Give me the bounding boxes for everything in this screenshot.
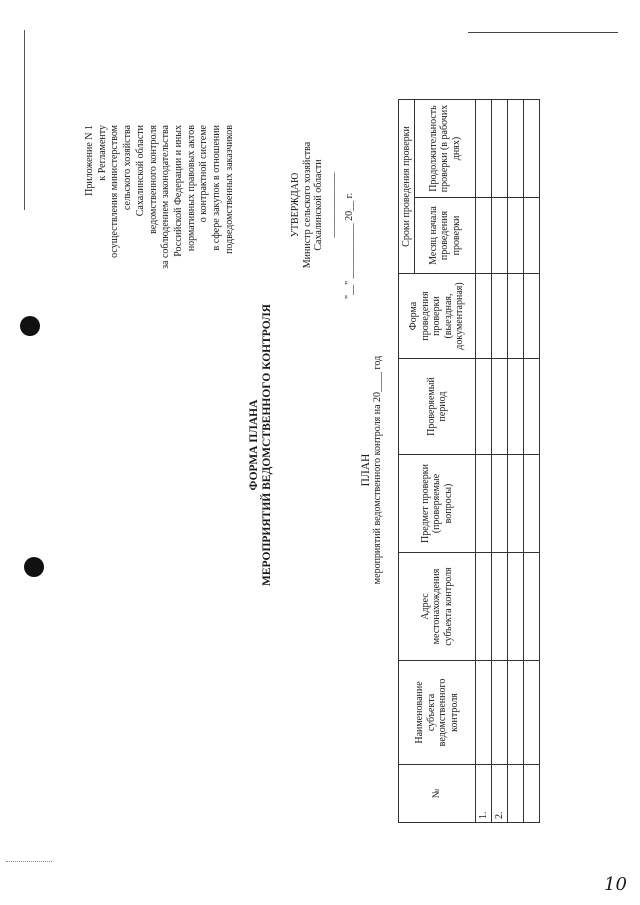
appendix-line: Сахалинской области — [134, 125, 146, 217]
header-inspection-subject: Предмет проверки (проверяемые вопросы) — [399, 455, 476, 553]
appendix-line: Приложение N 1 — [84, 125, 95, 196]
table-cell — [508, 553, 524, 661]
appendix-line: о контрактной системе — [198, 125, 210, 223]
table-cell — [476, 274, 492, 359]
appendix-line: за соблюдением законодательства — [160, 125, 172, 269]
approval-region: Сахалинской области — [313, 159, 324, 251]
plan-title — [360, 210, 384, 730]
table-cell — [524, 99, 540, 197]
table-cell — [524, 661, 540, 765]
table-cell — [476, 661, 492, 765]
table-cell — [508, 99, 524, 197]
table-cell — [492, 274, 508, 359]
table-cell — [476, 553, 492, 661]
header-duration: Продолжительность проверки (в рабочих днях) — [415, 99, 476, 197]
table-row — [492, 99, 508, 822]
table-cell — [524, 359, 540, 455]
table-cell — [492, 359, 508, 455]
table-cell — [508, 274, 524, 359]
appendix-line: Российской Федерации и иных — [172, 125, 184, 257]
header-period: Проверяемый период — [399, 359, 476, 455]
approval-block — [290, 95, 356, 315]
appendix-line: ведомственного контроля — [147, 125, 159, 234]
table-cell — [524, 765, 540, 823]
table-cell — [492, 198, 508, 274]
table-cell — [476, 99, 492, 197]
plan-table — [398, 99, 540, 823]
row-number: 1. — [476, 765, 492, 823]
approval-heading: УТВЕРЖДАЮ — [290, 172, 301, 238]
header-subject-name: Наименование субъекта ведомственного контроля — [399, 661, 476, 765]
plan-subtitle: мероприятий ведомственного контроля на 20____ год — [372, 355, 383, 585]
table-cell — [476, 455, 492, 553]
table-cell — [492, 661, 508, 765]
form-title-line-2: МЕРОПРИЯТИЙ ВЕДОМСТВЕННОГО КОНТРОЛЯ — [261, 304, 273, 586]
row-number: 2. — [492, 765, 508, 823]
appendix-line: сельского хозяйства — [122, 125, 134, 211]
appendix-line: в сфере закупок в отношении — [211, 125, 223, 251]
table-cell — [492, 99, 508, 197]
table-cell — [508, 765, 524, 823]
table-row — [508, 99, 524, 822]
appendix-line: осуществления министерством — [109, 125, 121, 258]
table-cell — [508, 198, 524, 274]
table-cell — [508, 661, 524, 765]
table-cell — [476, 198, 492, 274]
table-cell — [492, 455, 508, 553]
table-row — [476, 99, 492, 822]
table-cell — [524, 198, 540, 274]
appendix-note — [84, 125, 236, 269]
table-cell — [492, 553, 508, 661]
appendix-line: нормативных правовых актов — [185, 125, 197, 252]
table-cell — [524, 274, 540, 359]
approval-date-line: "__" ___________ 20__ г. — [344, 192, 355, 299]
table-cell — [508, 359, 524, 455]
header-number: № — [399, 765, 476, 823]
form-title — [248, 250, 274, 640]
header-form: Форма проведения проверки (выездная, документарная) — [399, 274, 476, 359]
header-start-month: Месяц начала проведения проверки — [415, 198, 476, 274]
header-address: Адрес местонахождения субъекта контроля — [399, 553, 476, 661]
table-cell — [524, 553, 540, 661]
appendix-line: подведомственных заказчиков — [223, 125, 235, 254]
signature-line: _____________ — [324, 172, 336, 238]
table-cell — [524, 455, 540, 553]
table-cell — [476, 359, 492, 455]
header-terms-group: Сроки проведения проверки — [399, 99, 415, 273]
plan-heading: ПЛАН — [360, 453, 372, 487]
table-cell — [508, 455, 524, 553]
table-row — [524, 99, 540, 822]
appendix-line: к Регламенту — [96, 125, 108, 181]
handwritten-page-number: 10 — [604, 874, 627, 895]
form-title-line-1: ФОРМА ПЛАНА — [248, 399, 260, 491]
approval-position: Министр сельского хозяйства — [301, 141, 313, 269]
